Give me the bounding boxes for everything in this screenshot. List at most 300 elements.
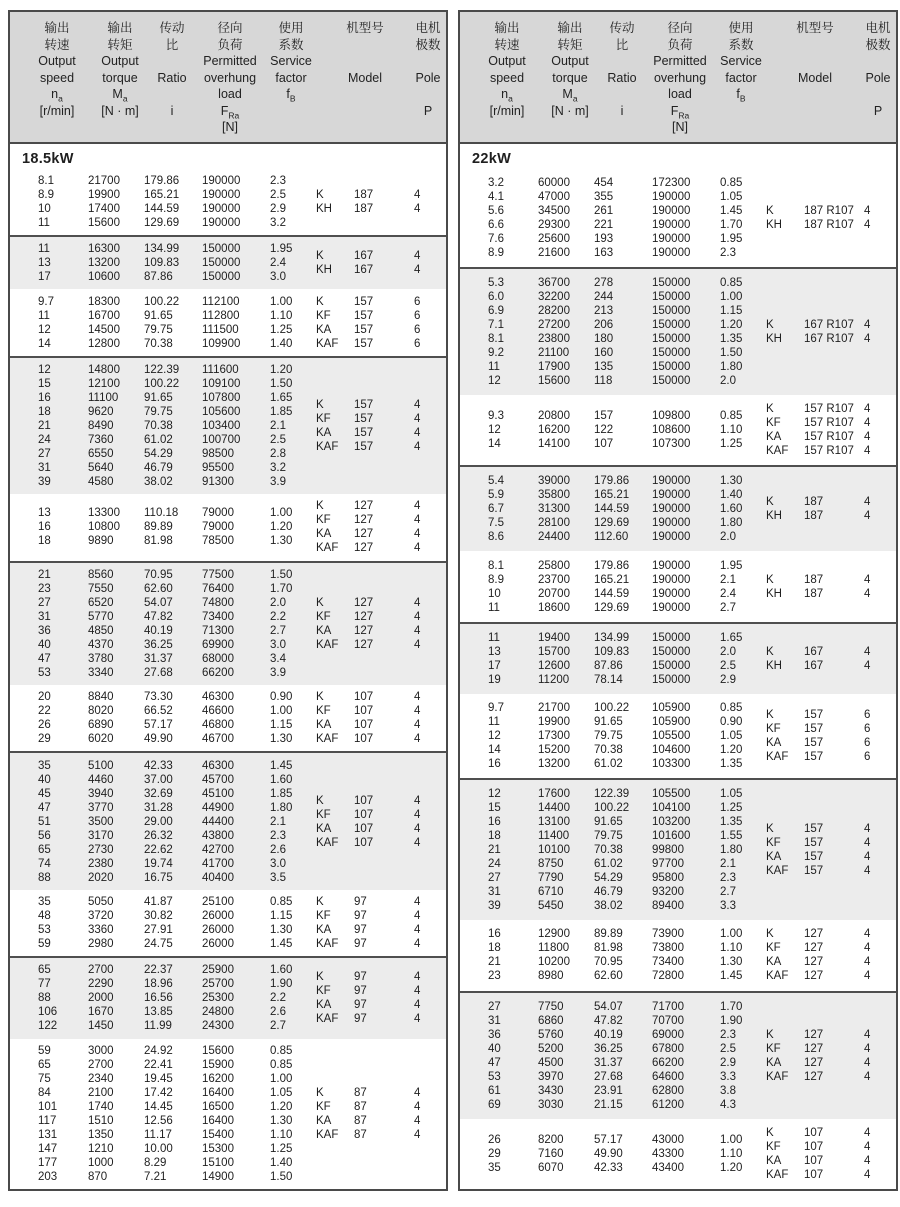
model-list xyxy=(316,498,446,556)
output-torque-cell: 19400 xyxy=(538,631,570,644)
model-row xyxy=(316,624,440,638)
output-torque-cell: 14800 xyxy=(88,363,120,376)
header-line: $f_B$ xyxy=(286,87,296,104)
pole-cell: 4 xyxy=(414,528,421,541)
output-speed-cell: 9.3 xyxy=(488,410,504,423)
overhung-load-cell: 111600 xyxy=(202,363,239,376)
model-size-cell: 127 xyxy=(354,638,374,651)
table-row xyxy=(488,474,766,488)
pole-cell: 4 xyxy=(864,204,871,217)
model-row xyxy=(316,970,440,984)
header-line: 负荷 xyxy=(217,37,243,52)
model-size-cell: 107 xyxy=(354,822,374,835)
output-torque-cell: 25800 xyxy=(538,559,570,572)
overhung-load-cell: 25300 xyxy=(202,992,234,1005)
pole-cell: 4 xyxy=(414,412,421,425)
pole-cell: 4 xyxy=(414,985,421,998)
table-row xyxy=(38,568,316,582)
pole-cell: 6 xyxy=(414,337,421,350)
model-size-cell: 157 xyxy=(354,337,374,350)
ratio-cell: 31.37 xyxy=(594,1056,623,1069)
output-torque-cell: 2700 xyxy=(88,1058,114,1071)
model-row xyxy=(316,440,440,454)
service-factor-cell: 1.05 xyxy=(720,730,743,743)
output-torque-cell: 1510 xyxy=(88,1114,114,1127)
model-list xyxy=(316,241,446,285)
output-torque-cell: 10200 xyxy=(538,956,570,969)
model-row xyxy=(766,318,890,332)
ratio-cell: 13.85 xyxy=(144,1006,173,1019)
pole-cell: 4 xyxy=(864,496,871,509)
service-factor-cell: 3.3 xyxy=(720,1070,736,1083)
model-list xyxy=(766,1123,896,1185)
model-size-cell: 97 xyxy=(354,985,367,998)
model-list xyxy=(316,173,446,231)
model-size-cell: 87 xyxy=(354,1114,367,1127)
model-prefix-cell: KA xyxy=(316,999,332,1012)
output-torque-cell: 17900 xyxy=(538,360,570,373)
ratio-cell: 78.14 xyxy=(594,673,623,686)
ratio-cell: 42.33 xyxy=(594,1161,623,1174)
table-row xyxy=(38,732,316,746)
ratio-cell: 61.02 xyxy=(144,433,173,446)
model-prefix-cell: KA xyxy=(316,923,332,936)
model-row xyxy=(766,1070,890,1084)
model-row xyxy=(766,332,890,346)
table-row xyxy=(38,1156,316,1170)
model-size-cell: 187 xyxy=(354,202,374,215)
table-row xyxy=(38,895,316,909)
output-speed-cell: 47 xyxy=(38,652,51,665)
ratio-cell: 61.02 xyxy=(594,758,623,771)
model-prefix-cell: KF xyxy=(316,985,331,998)
model-row xyxy=(316,732,440,746)
model-size-cell: 157 xyxy=(354,309,374,322)
service-factor-cell: 1.10 xyxy=(270,309,293,322)
ratio-cell: 134.99 xyxy=(594,631,630,644)
model-row xyxy=(316,1114,440,1128)
overhung-load-cell: 73400 xyxy=(202,610,234,623)
service-factor-cell: 1.90 xyxy=(270,978,293,991)
output-torque-cell: 1450 xyxy=(88,1020,114,1033)
table-row xyxy=(38,991,316,1005)
header-line xyxy=(262,103,320,120)
pole-cell: 4 xyxy=(864,1042,871,1055)
model-prefix-cell: KF xyxy=(766,837,781,850)
ratio-cell: 221 xyxy=(594,218,614,231)
data-rows xyxy=(10,757,316,885)
overhung-load-cell: 109900 xyxy=(202,337,241,350)
output-speed-cell: 77 xyxy=(38,978,51,991)
model-size-cell: 87 xyxy=(354,1100,367,1113)
model-row xyxy=(766,495,890,509)
ratio-cell: 22.41 xyxy=(144,1058,173,1071)
model-row xyxy=(316,836,440,850)
service-factor-cell: 1.05 xyxy=(720,788,743,801)
table-row xyxy=(38,666,316,680)
ratio-cell: 37.00 xyxy=(144,773,173,786)
overhung-load-cell: 172300 xyxy=(652,176,691,189)
ratio-cell: 89.89 xyxy=(594,928,623,941)
model-size-cell: 157 R107 xyxy=(804,417,854,430)
pole-cell: 4 xyxy=(414,1013,421,1026)
ratio-cell: 70.95 xyxy=(594,956,623,969)
output-torque-cell: 23800 xyxy=(538,332,570,345)
service-factor-cell: 2.0 xyxy=(720,531,736,544)
header-line xyxy=(770,53,860,70)
header-col-output-torque xyxy=(94,20,146,136)
model-size-cell: 107 xyxy=(354,733,374,746)
ratio-cell: 29.00 xyxy=(144,815,173,828)
output-torque-cell: 16300 xyxy=(88,243,120,256)
output-speed-cell: 17 xyxy=(488,659,501,672)
output-speed-cell: 29 xyxy=(488,1147,501,1160)
ratio-cell: 40.19 xyxy=(594,1028,623,1041)
ratio-cell: 134.99 xyxy=(144,243,180,256)
overhung-load-cell: 73400 xyxy=(652,956,684,969)
output-speed-cell: 18 xyxy=(38,405,51,418)
ratio-cell: 107 xyxy=(594,438,614,451)
output-torque-cell: 11200 xyxy=(538,673,570,686)
header-col-service-factor xyxy=(262,20,320,136)
output-torque-cell: 6860 xyxy=(538,1014,564,1027)
overhung-load-cell: 44900 xyxy=(202,801,234,814)
ratio-cell: 118 xyxy=(594,374,613,387)
overhung-load-cell: 190000 xyxy=(652,601,691,614)
overhung-load-cell: 190000 xyxy=(652,503,691,516)
header-line xyxy=(770,119,860,136)
table-row xyxy=(38,652,316,666)
ratio-cell: 81.98 xyxy=(144,535,173,548)
ratio-cell: 91.65 xyxy=(144,391,173,404)
header-col-overhung-load xyxy=(198,20,262,136)
header-line: 径向 xyxy=(667,21,693,35)
model-prefix-cell: KAF xyxy=(316,638,339,651)
model-row xyxy=(316,808,440,822)
overhung-load-cell: 190000 xyxy=(202,216,241,229)
output-speed-cell: 6.6 xyxy=(488,218,504,231)
model-prefix-cell: KA xyxy=(766,737,782,750)
pole-cell: 4 xyxy=(414,691,421,704)
model-prefix-cell: K xyxy=(766,204,774,217)
model-prefix-cell: KF xyxy=(766,1042,781,1055)
overhung-load-cell: 68000 xyxy=(202,652,234,665)
output-torque-cell: 4500 xyxy=(538,1056,564,1069)
pole-cell: 4 xyxy=(414,836,421,849)
table-row xyxy=(488,955,766,969)
service-factor-cell: 1.20 xyxy=(720,318,743,331)
model-row xyxy=(766,1126,890,1140)
output-speed-cell: 23 xyxy=(38,582,51,595)
model-size-cell: 187 xyxy=(804,510,824,523)
power-rating-label: 22kW xyxy=(472,150,512,167)
panel-body-right xyxy=(460,144,896,1190)
service-factor-cell: 1.80 xyxy=(720,517,743,530)
data-rows xyxy=(460,173,766,263)
service-factor-cell: 2.3 xyxy=(720,246,736,259)
ratio-cell: 112.60 xyxy=(594,531,629,544)
overhung-load-cell: 79000 xyxy=(202,507,234,520)
header-line xyxy=(596,119,648,136)
overhung-load-cell: 69900 xyxy=(202,638,234,651)
model-prefix-cell: KF xyxy=(316,909,331,922)
output-torque-cell: 8980 xyxy=(538,970,564,983)
overhung-load-cell: 46300 xyxy=(202,759,234,772)
overhung-load-cell: 190000 xyxy=(652,573,691,586)
table-row xyxy=(38,405,316,419)
pole-cell: 4 xyxy=(414,1100,421,1113)
header-col-output-speed xyxy=(470,20,544,136)
model-list xyxy=(766,997,896,1115)
output-speed-cell: 12 xyxy=(488,374,501,387)
overhung-load-cell: 46300 xyxy=(202,691,234,704)
model-list xyxy=(316,567,446,681)
service-factor-cell: 3.9 xyxy=(270,666,286,679)
output-speed-cell: 13 xyxy=(38,257,51,270)
output-speed-cell: 35 xyxy=(38,895,51,908)
header-col-ratio xyxy=(146,20,198,136)
model-size-cell: 127 xyxy=(804,942,824,955)
header-line: 输出 xyxy=(44,21,70,35)
header-line: factor xyxy=(725,70,757,85)
service-factor-cell: 0.85 xyxy=(720,176,743,189)
model-size-cell: 127 xyxy=(804,970,824,983)
output-speed-cell: 16 xyxy=(38,521,51,534)
table-row xyxy=(488,409,766,423)
header-col-model xyxy=(770,20,860,136)
table-row xyxy=(38,363,316,377)
model-row xyxy=(316,309,440,323)
pole-cell: 4 xyxy=(864,865,871,878)
service-factor-cell: 4.3 xyxy=(720,1098,736,1111)
ratio-cell: 180 xyxy=(594,332,614,345)
header-col-ratio xyxy=(596,20,648,136)
service-factor-cell: 1.50 xyxy=(720,346,743,359)
table-row xyxy=(488,801,766,815)
model-prefix-cell: KAF xyxy=(316,733,339,746)
ratio-cell: 17.42 xyxy=(144,1086,173,1099)
data-rows xyxy=(460,399,766,461)
overhung-load-cell: 190000 xyxy=(652,232,691,245)
model-size-cell: 127 xyxy=(354,500,374,513)
table-row xyxy=(488,218,766,232)
output-speed-cell: 11 xyxy=(488,631,500,644)
service-factor-cell: 1.30 xyxy=(270,733,293,746)
overhung-load-cell: 72800 xyxy=(652,970,684,983)
model-prefix-cell: K xyxy=(766,709,774,722)
output-speed-cell: 16 xyxy=(488,816,501,829)
output-speed-cell: 36 xyxy=(488,1028,501,1041)
overhung-load-cell: 69000 xyxy=(652,1028,684,1041)
ratio-cell: 30.82 xyxy=(144,909,173,922)
model-size-cell: 157 xyxy=(804,865,824,878)
model-prefix-cell: K xyxy=(316,794,324,807)
output-torque-cell: 11400 xyxy=(538,830,570,843)
overhung-load-cell: 105900 xyxy=(652,702,691,715)
model-row xyxy=(316,895,440,909)
spec-block xyxy=(460,1119,896,1189)
model-row xyxy=(316,704,440,718)
overhung-load-cell: 190000 xyxy=(652,559,691,572)
table-row xyxy=(38,977,316,991)
ratio-cell: 100.22 xyxy=(594,702,630,715)
model-row xyxy=(316,1128,440,1142)
service-factor-cell: 0.85 xyxy=(720,702,743,715)
table-row xyxy=(488,743,766,757)
model-row xyxy=(766,444,890,458)
overhung-load-cell: 74800 xyxy=(202,596,234,609)
ratio-cell: 144.59 xyxy=(594,587,630,600)
output-torque-cell: 24400 xyxy=(538,531,570,544)
output-torque-cell: 3500 xyxy=(88,815,114,828)
model-row xyxy=(316,923,440,937)
header-line xyxy=(320,119,410,136)
ratio-cell: 54.29 xyxy=(144,447,173,460)
overhung-load-cell: 25100 xyxy=(202,895,234,908)
service-factor-cell: 3.2 xyxy=(270,216,286,229)
model-size-cell: 87 xyxy=(354,1086,367,1099)
output-torque-cell: 1000 xyxy=(88,1156,114,1169)
pole-cell: 4 xyxy=(414,250,421,263)
model-prefix-cell: KF xyxy=(766,723,781,736)
model-size-cell: 127 xyxy=(804,1070,824,1083)
output-torque-cell: 60000 xyxy=(538,176,570,189)
pole-cell: 4 xyxy=(414,426,421,439)
ratio-cell: 454 xyxy=(594,176,614,189)
ratio-cell: 47.82 xyxy=(594,1014,623,1027)
pole-cell: 4 xyxy=(414,264,421,277)
header-line: torque xyxy=(102,70,138,85)
table-row xyxy=(488,190,766,204)
table-row xyxy=(488,969,766,983)
spec-block xyxy=(10,561,446,685)
model-size-cell: 167 R107 xyxy=(804,332,854,345)
overhung-load-cell: 25900 xyxy=(202,964,234,977)
model-size-cell: 167 R107 xyxy=(804,318,854,331)
ratio-cell: 62.60 xyxy=(594,970,623,983)
overhung-load-cell: 103200 xyxy=(652,816,691,829)
overhung-load-cell: 46800 xyxy=(202,719,234,732)
model-size-cell: 157 xyxy=(804,709,824,722)
ratio-cell: 36.25 xyxy=(144,638,173,651)
output-speed-cell: 51 xyxy=(38,815,51,828)
service-factor-cell: 1.70 xyxy=(720,218,743,231)
overhung-load-cell: 16500 xyxy=(202,1100,234,1113)
service-factor-cell: 1.80 xyxy=(270,801,293,814)
model-prefix-cell: KA xyxy=(766,431,782,444)
service-factor-cell: 1.20 xyxy=(270,521,293,534)
output-torque-cell: 3720 xyxy=(88,909,114,922)
output-torque-cell: 29300 xyxy=(538,218,570,231)
service-factor-cell: 1.00 xyxy=(720,290,743,303)
output-speed-cell: 17 xyxy=(38,271,51,284)
ratio-cell: 70.38 xyxy=(144,337,173,350)
table-row xyxy=(38,829,316,843)
data-rows xyxy=(10,498,316,556)
service-factor-cell: 1.00 xyxy=(720,928,743,941)
model-prefix-cell: K xyxy=(316,500,324,513)
model-list xyxy=(316,1043,446,1185)
table-row xyxy=(488,1056,766,1070)
table-row xyxy=(38,534,316,548)
ratio-cell: 157 xyxy=(594,410,614,423)
output-speed-cell: 65 xyxy=(38,964,51,977)
service-factor-cell: 1.05 xyxy=(270,1086,293,1099)
overhung-load-cell: 15900 xyxy=(202,1058,234,1071)
ratio-cell: 100.22 xyxy=(144,295,180,308)
overhung-load-cell: 190000 xyxy=(202,202,241,215)
model-row xyxy=(316,337,440,351)
table-row xyxy=(38,690,316,704)
ratio-cell: 87.86 xyxy=(144,271,173,284)
output-torque-cell: 5200 xyxy=(538,1042,564,1055)
service-factor-cell: 1.40 xyxy=(270,1156,293,1169)
header-line: load xyxy=(668,87,692,101)
pole-cell: 4 xyxy=(414,514,421,527)
model-prefix-cell: KAF xyxy=(316,440,339,453)
output-torque-cell: 16200 xyxy=(538,424,570,437)
ratio-cell: 38.02 xyxy=(144,475,173,488)
ratio-cell: 70.38 xyxy=(594,844,623,857)
pole-cell: 4 xyxy=(864,823,871,836)
service-factor-cell: 3.4 xyxy=(270,652,286,665)
output-torque-cell: 12900 xyxy=(538,928,570,941)
service-factor-cell: 2.1 xyxy=(270,815,286,828)
service-factor-cell: 1.45 xyxy=(720,970,743,983)
spec-block xyxy=(460,991,896,1119)
ratio-cell: 16.56 xyxy=(144,992,173,1005)
ratio-cell: 109.83 xyxy=(594,645,630,658)
model-prefix-cell: KAF xyxy=(316,836,339,849)
output-speed-cell: 26 xyxy=(488,1133,501,1146)
spec-block xyxy=(10,169,446,235)
ratio-cell: 57.17 xyxy=(594,1133,623,1146)
spec-block xyxy=(460,169,896,267)
ratio-cell: 27.68 xyxy=(594,1070,623,1083)
header-line: 输出 xyxy=(107,21,133,35)
model-size-cell: 127 xyxy=(354,542,374,555)
output-torque-cell: 3430 xyxy=(538,1084,564,1097)
output-torque-cell: 5050 xyxy=(88,895,114,908)
output-torque-cell: 3970 xyxy=(538,1070,564,1083)
output-torque-cell: 7550 xyxy=(88,582,114,595)
output-speed-cell: 36 xyxy=(38,624,51,637)
service-factor-cell: 2.5 xyxy=(720,659,736,672)
spec-block xyxy=(460,694,896,778)
service-factor-cell: 0.90 xyxy=(720,716,743,729)
pole-cell: 4 xyxy=(864,1028,871,1041)
output-speed-cell: 13 xyxy=(38,507,51,520)
ratio-cell: 21.15 xyxy=(594,1098,623,1111)
service-factor-cell: 2.6 xyxy=(270,1006,286,1019)
table-row xyxy=(38,242,316,256)
service-factor-cell: 1.20 xyxy=(270,363,293,376)
model-size-cell: 87 xyxy=(354,1128,367,1141)
table-row xyxy=(38,1114,316,1128)
model-prefix-cell: KAF xyxy=(766,445,789,458)
output-speed-cell: 12 xyxy=(488,788,501,801)
overhung-load-cell: 42700 xyxy=(202,843,234,856)
output-speed-cell: 11 xyxy=(488,716,500,729)
overhung-load-cell: 46600 xyxy=(202,705,234,718)
ratio-cell: 122 xyxy=(594,424,614,437)
service-factor-cell: 2.1 xyxy=(270,419,286,432)
model-prefix-cell: KH xyxy=(316,202,332,215)
model-size-cell: 187 xyxy=(804,587,824,600)
overhung-load-cell: 150000 xyxy=(652,645,691,658)
output-speed-cell: 40 xyxy=(488,1042,501,1055)
model-list xyxy=(316,894,446,952)
